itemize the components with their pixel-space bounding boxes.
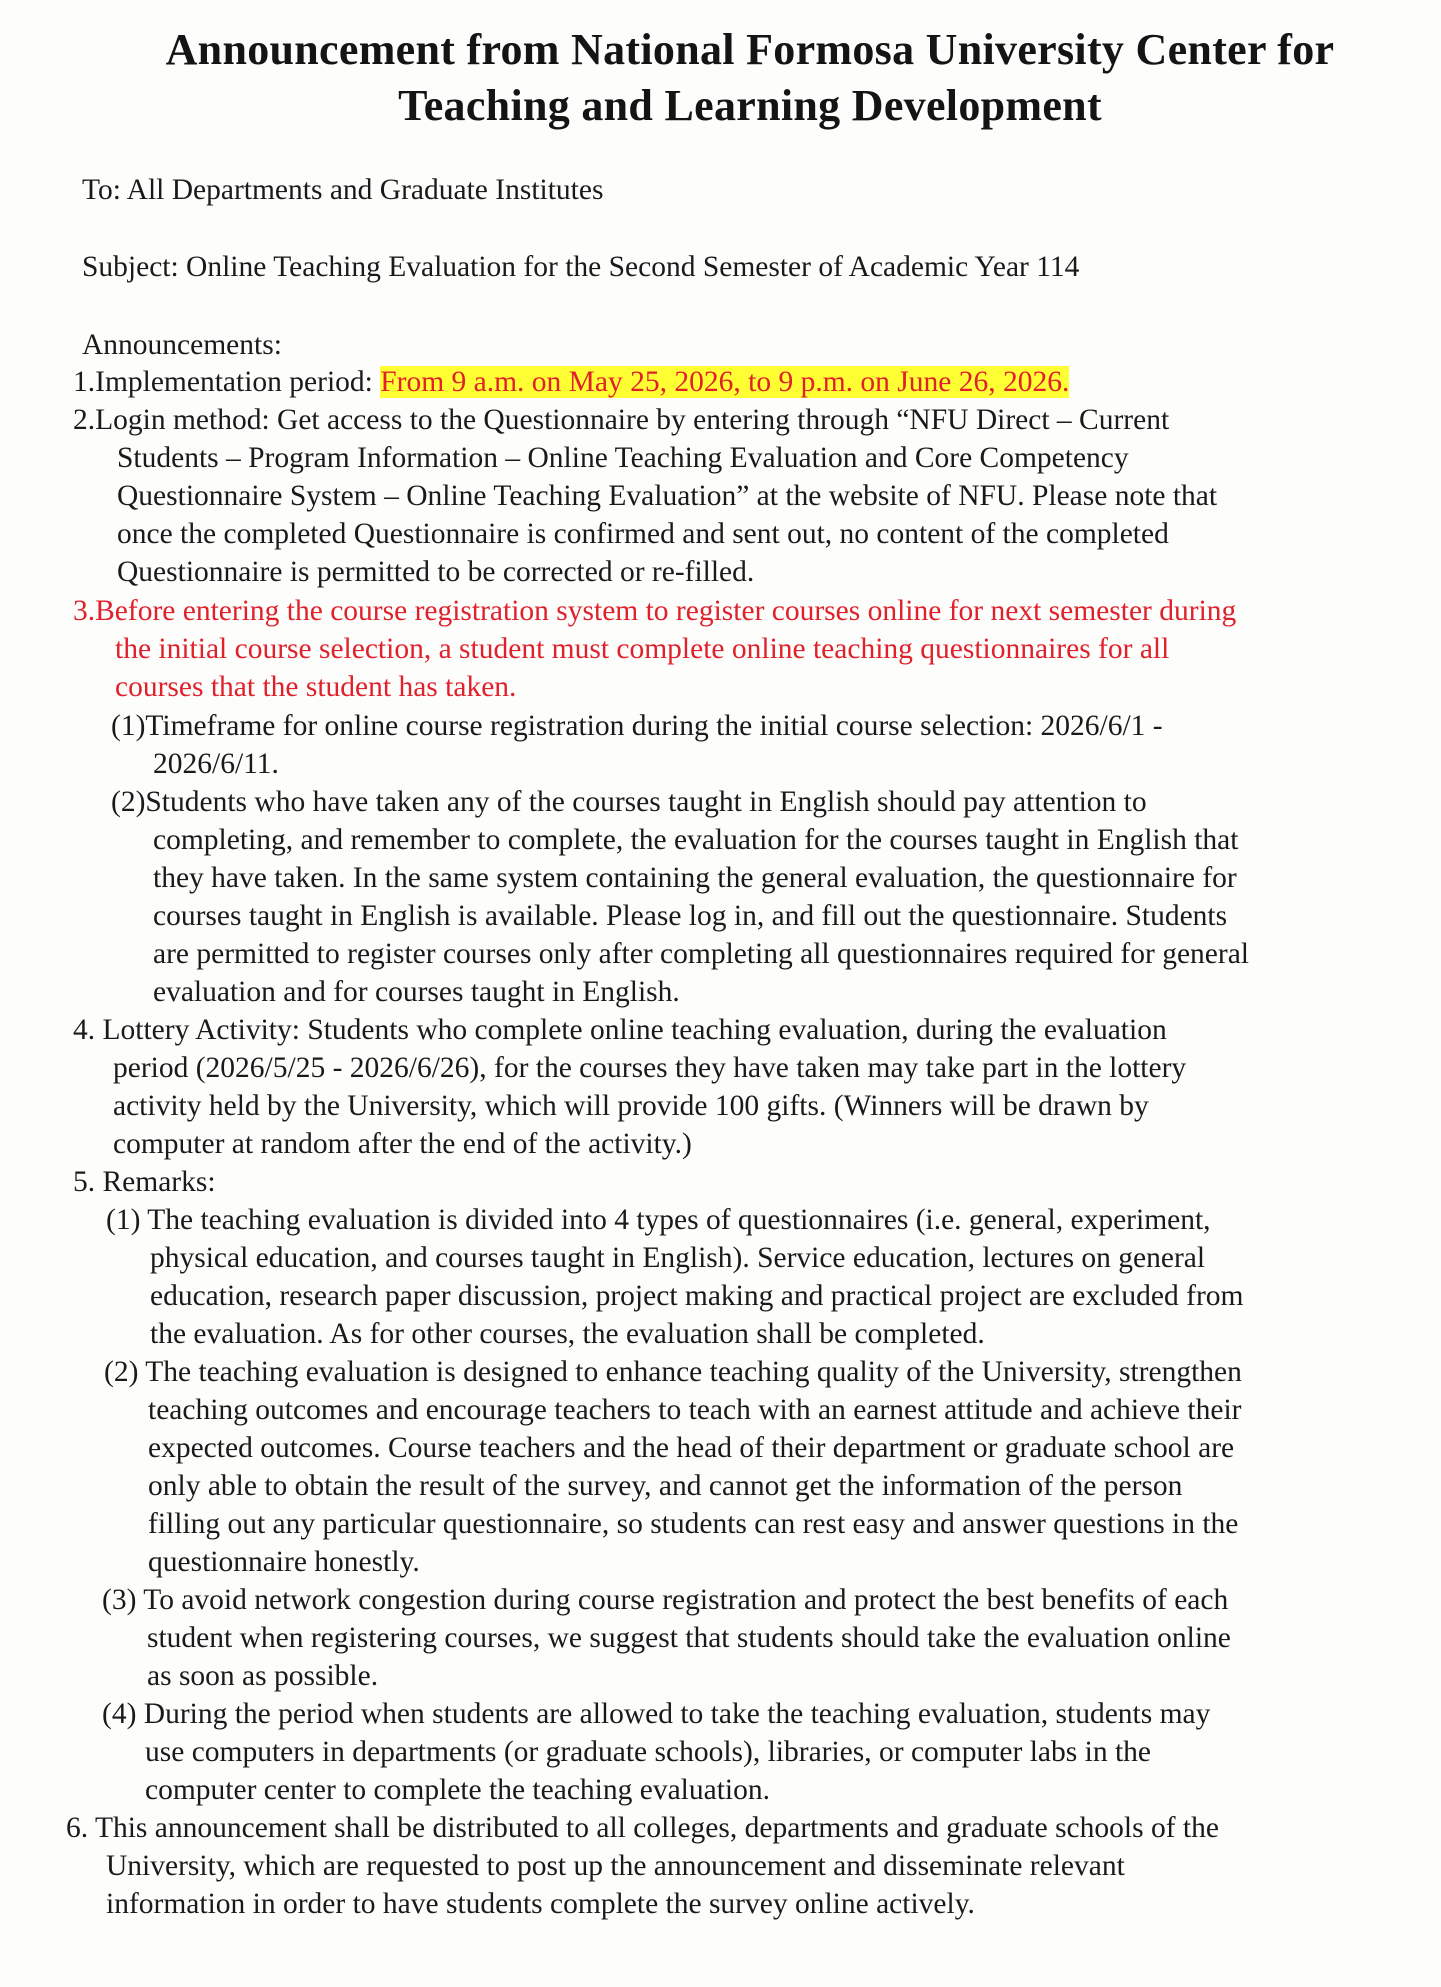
item-3-line: 3.Before entering the course registration system to register courses online for next semester during (73, 595, 1237, 627)
item-6-line: 6. This announcement shall be distributed to all colleges, departments and graduate schools of the (66, 1812, 1219, 1844)
item-4-line: activity held by the University, which will provide 100 gifts. (Winners will be drawn by (113, 1090, 1149, 1122)
remark-4-line: use computers in departments (or graduate schools), libraries, or computer labs in the (145, 1736, 1151, 1768)
remark-3-line: student when registering courses, we suggest that students should take the evaluation online (147, 1622, 1231, 1654)
remark-1-line: education, research paper discussion, project making and practical project are excluded from (150, 1280, 1244, 1312)
item-2-line: Questionnaire is permitted to be corrected or re-filled. (117, 556, 755, 588)
item-2-line: 2.Login method: Get access to the Questionnaire by entering through “NFU Direct – Current (73, 404, 1170, 436)
item-6-line: information in order to have students complete the survey online actively. (106, 1888, 975, 1920)
remark-2-line: teaching outcomes and encourage teachers to teach with an earnest attitude and achieve their (148, 1394, 1242, 1426)
title-line-1: Announcement from National Formosa University Center for (165, 25, 1335, 74)
item-3-sub-2-line: they have taken. In the same system containing the general evaluation, the questionnaire for (153, 862, 1237, 894)
remark-1-line: the evaluation. As for other courses, the evaluation shall be completed. (150, 1318, 985, 1350)
remark-2-line: only able to obtain the result of the survey, and cannot get the information of the person (148, 1470, 1183, 1502)
remark-4-line: (4) During the period when students are allowed to take the teaching evaluation, students may (102, 1698, 1211, 1730)
item-5-remarks-label: 5. Remarks: (73, 1166, 216, 1198)
item-2-line: Students – Program Information – Online Teaching Evaluation and Core Competency (117, 442, 1129, 474)
item-3-line: courses that the student has taken. (115, 671, 517, 703)
remark-4-line: computer center to complete the teaching evaluation. (145, 1774, 770, 1806)
remark-1-line: physical education, and courses taught in English). Service education, lectures on general (150, 1242, 1206, 1274)
remark-2-line: questionnaire honestly. (148, 1546, 420, 1578)
item-3-sub-2-line: courses taught in English is available. Please log in, and fill out the questionnaire. Students (153, 900, 1228, 932)
item-4-line: computer at random after the end of the activity.) (113, 1128, 692, 1160)
item-2-line: once the completed Questionnaire is confirmed and sent out, no content of the completed (117, 518, 1169, 550)
item-3-sub-2-line: evaluation and for courses taught in English. (153, 976, 680, 1008)
item-4-line: period (2026/5/25 - 2026/6/26), for the courses they have taken may take part in the lottery (113, 1052, 1187, 1084)
remark-2-line: (2) The teaching evaluation is designed to enhance teaching quality of the University, strengthen (104, 1356, 1242, 1388)
title-line-2: Teaching and Learning Development (398, 81, 1102, 130)
document-title (60, 22, 1440, 134)
item-4-line: 4. Lottery Activity: Students who complete online teaching evaluation, during the evaluation (73, 1014, 1167, 1046)
item-3-sub-1-line: (1)Timeframe for online course registration during the initial course selection: 2026/6/1 - (111, 710, 1163, 742)
remark-3-line: as soon as possible. (147, 1660, 379, 1692)
announcements-label: Announcements: (82, 329, 282, 361)
implementation-period-highlight: From 9 a.m. on May 25, 2026, to 9 p.m. on June 26, 2026. (380, 366, 1070, 398)
remark-1-line: (1) The teaching evaluation is divided into 4 types of questionnaires (i.e. general, experiment, (106, 1204, 1211, 1236)
item-3-sub-2-line: (2)Students who have taken any of the courses taught in English should pay attention to (111, 786, 1147, 818)
remark-2-line: expected outcomes. Course teachers and the head of their department or graduate school are (148, 1432, 1235, 1464)
item-3-sub-2-line: completing, and remember to complete, the evaluation for the courses taught in English that (153, 824, 1239, 856)
item-2-line: Questionnaire System – Online Teaching Evaluation” at the website of NFU. Please note that (117, 480, 1218, 512)
remark-3-line: (3) To avoid network congestion during course registration and protect the best benefits of each (102, 1584, 1229, 1616)
item-3-sub-2-line: are permitted to register courses only after completing all questionnaires required for general (153, 938, 1249, 970)
item-1-implementation-period (73, 363, 1069, 401)
recipient-line: To: All Departments and Graduate Institutes (82, 174, 604, 206)
item-3-sub-1-line: 2026/6/11. (153, 748, 279, 780)
item-1-prefix: 1.Implementation period: (73, 366, 381, 398)
item-3-line: the initial course selection, a student must complete online teaching questionnaires for all (115, 633, 1170, 665)
item-6-line: University, which are requested to post up the announcement and disseminate relevant (106, 1850, 1125, 1882)
subject-line: Subject: Online Teaching Evaluation for the Second Semester of Academic Year 114 (82, 251, 1080, 283)
remark-2-line: filling out any particular questionnaire, so students can rest easy and answer questions in the (148, 1508, 1239, 1540)
